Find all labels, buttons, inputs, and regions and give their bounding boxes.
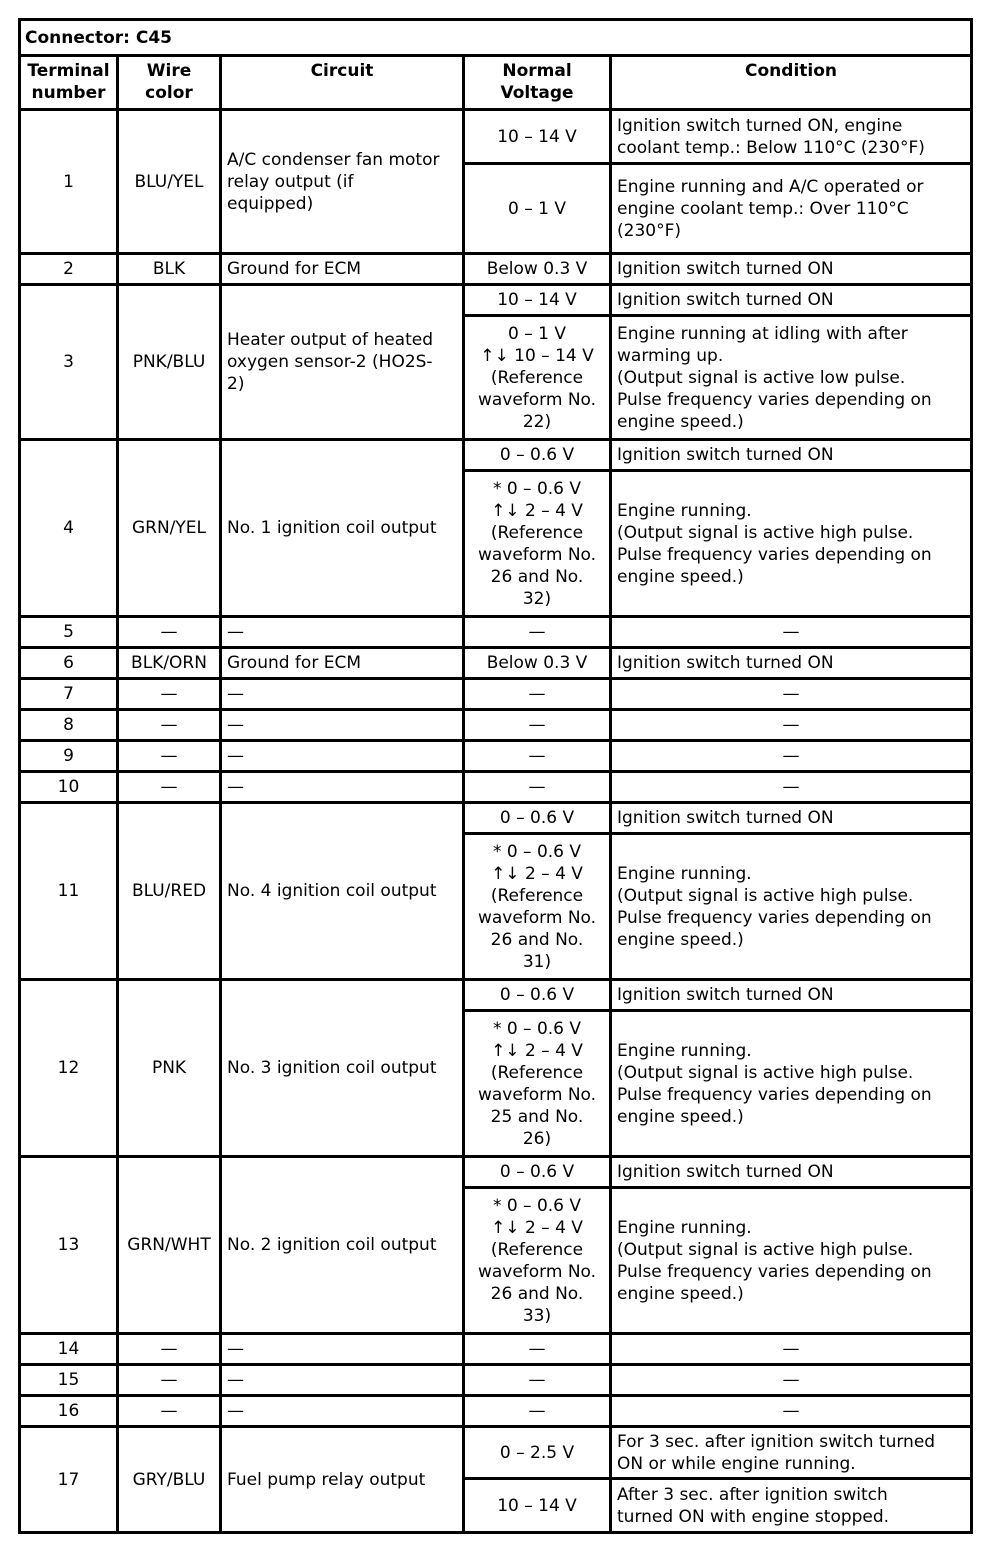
header-row (20, 56, 972, 110)
header-condition: Condition (611, 56, 972, 110)
normal-voltage-cell: 0 – 2.5 V (464, 1427, 611, 1479)
terminal-number-cell: 13 (20, 1157, 118, 1334)
wire-color-cell: GRY/BLU (118, 1427, 221, 1533)
connector-table (18, 18, 973, 1534)
normal-voltage-cell: 10 – 14 V (464, 285, 611, 316)
circuit-cell: — (221, 1396, 464, 1427)
normal-voltage-cell: Below 0.3 V (464, 648, 611, 679)
terminal-number-cell: 9 (20, 741, 118, 772)
header-normal-voltage: Normal Voltage (464, 56, 611, 110)
normal-voltage-cell: 10 – 14 V (464, 110, 611, 164)
normal-voltage-cell: * 0 – 0.6 V ↑↓ 2 – 4 V (Reference waveform No. 26 and No. 33) (464, 1188, 611, 1334)
wire-color-cell: — (118, 1396, 221, 1427)
terminal-number-cell: 1 (20, 110, 118, 254)
normal-voltage-cell: 0 – 0.6 V (464, 980, 611, 1011)
circuit-cell: No. 4 ignition coil output (221, 803, 464, 980)
wire-color-cell: PNK (118, 980, 221, 1157)
header-circuit: Circuit (221, 56, 464, 110)
condition-cell: — (611, 741, 972, 772)
condition-cell: Ignition switch turned ON (611, 254, 972, 285)
circuit-cell: No. 3 ignition coil output (221, 980, 464, 1157)
wire-color-cell: BLK/ORN (118, 648, 221, 679)
table-row (20, 440, 972, 471)
condition-cell: — (611, 1396, 972, 1427)
normal-voltage-cell: * 0 – 0.6 V ↑↓ 2 – 4 V (Reference waveform No. 26 and No. 31) (464, 834, 611, 980)
terminal-number-cell: 12 (20, 980, 118, 1157)
condition-cell: — (611, 1365, 972, 1396)
circuit-cell: — (221, 1365, 464, 1396)
wire-color-cell: — (118, 617, 221, 648)
header-terminal: Terminal number (20, 56, 118, 110)
terminal-number-cell: 4 (20, 440, 118, 617)
condition-cell: Ignition switch turned ON (611, 648, 972, 679)
table-row (20, 254, 972, 285)
condition-cell: Ignition switch turned ON (611, 803, 972, 834)
normal-voltage-cell: * 0 – 0.6 V ↑↓ 2 – 4 V (Reference waveform No. 25 and No. 26) (464, 1011, 611, 1157)
table-row (20, 1334, 972, 1365)
table-row (20, 803, 972, 834)
normal-voltage-cell: 0 – 1 V (464, 164, 611, 254)
normal-voltage-cell: 0 – 1 V ↑↓ 10 – 14 V (Reference waveform No. 22) (464, 316, 611, 440)
terminal-number-cell: 6 (20, 648, 118, 679)
condition-cell: — (611, 710, 972, 741)
terminal-number-cell: 11 (20, 803, 118, 980)
terminal-number-cell: 8 (20, 710, 118, 741)
wire-color-cell: — (118, 741, 221, 772)
wire-color-cell: — (118, 772, 221, 803)
condition-cell: Engine running. (Output signal is active high pulse. Pulse frequency varies depending on engine speed.) (611, 1011, 972, 1157)
normal-voltage-cell: — (464, 710, 611, 741)
terminal-number-cell: 16 (20, 1396, 118, 1427)
condition-cell: Engine running. (Output signal is active high pulse. Pulse frequency varies depending on engine speed.) (611, 834, 972, 980)
normal-voltage-cell: — (464, 1365, 611, 1396)
condition-cell: After 3 sec. after ignition switch turned ON with engine stopped. (611, 1479, 972, 1533)
terminal-number-cell: 17 (20, 1427, 118, 1533)
condition-cell: — (611, 772, 972, 803)
normal-voltage-cell: — (464, 617, 611, 648)
circuit-cell: Heater output of heated oxygen sensor-2 (HO2S- 2) (221, 285, 464, 440)
condition-cell: Engine running. (Output signal is active high pulse. Pulse frequency varies depending on engine speed.) (611, 1188, 972, 1334)
title-row (20, 20, 972, 56)
header-wire-color: Wire color (118, 56, 221, 110)
normal-voltage-cell: 0 – 0.6 V (464, 440, 611, 471)
wire-color-cell: — (118, 1365, 221, 1396)
circuit-cell: No. 1 ignition coil output (221, 440, 464, 617)
circuit-cell: — (221, 679, 464, 710)
connector-title: Connector: C45 (20, 20, 972, 56)
table-row (20, 1427, 972, 1479)
terminal-number-cell: 10 (20, 772, 118, 803)
condition-cell: Ignition switch turned ON (611, 980, 972, 1011)
normal-voltage-cell: — (464, 741, 611, 772)
normal-voltage-cell: * 0 – 0.6 V ↑↓ 2 – 4 V (Reference waveform No. 26 and No. 32) (464, 471, 611, 617)
table-row (20, 285, 972, 316)
table-row (20, 1365, 972, 1396)
table-row (20, 772, 972, 803)
terminal-number-cell: 2 (20, 254, 118, 285)
table-row (20, 1396, 972, 1427)
terminal-number-cell: 3 (20, 285, 118, 440)
circuit-cell: Ground for ECM (221, 254, 464, 285)
circuit-cell: Fuel pump relay output (221, 1427, 464, 1533)
wire-color-cell: BLU/RED (118, 803, 221, 980)
condition-cell: For 3 sec. after ignition switch turned ON or while engine running. (611, 1427, 972, 1479)
terminal-number-cell: 5 (20, 617, 118, 648)
condition-cell: Ignition switch turned ON (611, 285, 972, 316)
wire-color-cell: — (118, 1334, 221, 1365)
circuit-cell: — (221, 617, 464, 648)
condition-cell: — (611, 1334, 972, 1365)
table-row (20, 110, 972, 164)
wire-color-cell: BLK (118, 254, 221, 285)
table-row (20, 710, 972, 741)
normal-voltage-cell: 0 – 0.6 V (464, 1157, 611, 1188)
condition-cell: Ignition switch turned ON (611, 1157, 972, 1188)
circuit-cell: Ground for ECM (221, 648, 464, 679)
circuit-cell: — (221, 1334, 464, 1365)
wire-color-cell: GRN/YEL (118, 440, 221, 617)
normal-voltage-cell: 10 – 14 V (464, 1479, 611, 1533)
wire-color-cell: — (118, 710, 221, 741)
wire-color-cell: PNK/BLU (118, 285, 221, 440)
table-row (20, 617, 972, 648)
normal-voltage-cell: — (464, 1396, 611, 1427)
normal-voltage-cell: — (464, 679, 611, 710)
terminal-number-cell: 15 (20, 1365, 118, 1396)
circuit-cell: — (221, 710, 464, 741)
circuit-cell: — (221, 772, 464, 803)
wire-color-cell: GRN/WHT (118, 1157, 221, 1334)
circuit-cell: — (221, 741, 464, 772)
table-row (20, 679, 972, 710)
wire-color-cell: BLU/YEL (118, 110, 221, 254)
normal-voltage-cell: — (464, 772, 611, 803)
circuit-cell: A/C condenser fan motor relay output (if equipped) (221, 110, 464, 254)
table-row (20, 1157, 972, 1188)
circuit-cell: No. 2 ignition coil output (221, 1157, 464, 1334)
normal-voltage-cell: 0 – 0.6 V (464, 803, 611, 834)
condition-cell: Engine running at idling with after warming up. (Output signal is active low pulse. Pulse frequency varies depending on engine speed.) (611, 316, 972, 440)
normal-voltage-cell: Below 0.3 V (464, 254, 611, 285)
terminal-number-cell: 7 (20, 679, 118, 710)
condition-cell: — (611, 679, 972, 710)
terminal-number-cell: 14 (20, 1334, 118, 1365)
wire-color-cell: — (118, 679, 221, 710)
table-row (20, 741, 972, 772)
table-body (20, 110, 972, 1533)
condition-cell: Ignition switch turned ON (611, 440, 972, 471)
condition-cell: — (611, 617, 972, 648)
condition-cell: Engine running. (Output signal is active high pulse. Pulse frequency varies depending on engine speed.) (611, 471, 972, 617)
table-row (20, 648, 972, 679)
condition-cell: Engine running and A/C operated or engine coolant temp.: Over 110°C (230°F) (611, 164, 972, 254)
table-row (20, 980, 972, 1011)
condition-cell: Ignition switch turned ON, engine coolant temp.: Below 110°C (230°F) (611, 110, 972, 164)
normal-voltage-cell: — (464, 1334, 611, 1365)
